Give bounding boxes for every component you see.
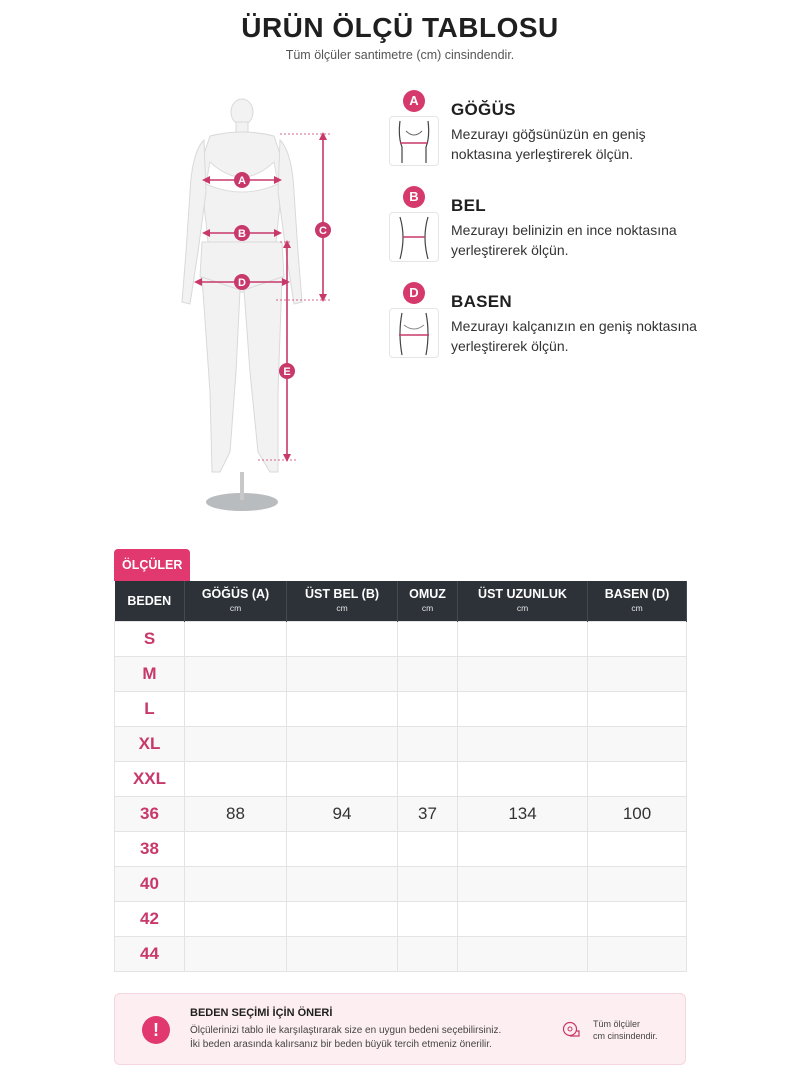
- table-cell: [398, 761, 458, 796]
- table-cell: [588, 831, 687, 866]
- guide-title: GÖĞÜS: [451, 100, 516, 119]
- column-header-upper-waist: ÜST BEL (B) cm: [287, 581, 398, 621]
- table-cell: 100: [588, 796, 687, 831]
- table-cell: [458, 901, 588, 936]
- size-cell: 40: [115, 866, 185, 901]
- marker-e: E: [283, 366, 291, 378]
- notice-side-text: Tüm ölçüler cm cinsindendir.: [593, 1019, 658, 1041]
- guide-title: BASEN: [451, 292, 513, 311]
- table-cell: [588, 761, 687, 796]
- table-cell: [398, 831, 458, 866]
- table-row: [115, 796, 687, 831]
- table-row: [115, 831, 687, 866]
- table-cell: [287, 726, 398, 761]
- size-cell: 42: [115, 901, 185, 936]
- guide-chest: [388, 90, 708, 180]
- table-cell: [287, 936, 398, 971]
- table-cell: 134: [458, 796, 588, 831]
- table-cell: [287, 761, 398, 796]
- table-cell: [588, 656, 687, 691]
- table-cell: [398, 621, 458, 656]
- column-header-hip: BASEN (D) cm: [588, 581, 687, 621]
- guide-text: Mezurayı kalçanızın en geniş noktasına yerleştirerek ölçün.: [451, 318, 697, 354]
- table-cell: [185, 726, 287, 761]
- marker-b: B: [238, 228, 246, 240]
- table-row: [115, 761, 687, 796]
- table-cell: [287, 621, 398, 656]
- marker-a: A: [238, 175, 246, 187]
- marker-d: D: [238, 277, 246, 289]
- table-row: [115, 866, 687, 901]
- table-cell: [287, 901, 398, 936]
- table-row: [115, 726, 687, 761]
- table-row: [115, 656, 687, 691]
- table-cell: [398, 726, 458, 761]
- table-cell: [185, 621, 287, 656]
- table-cell: 88: [185, 796, 287, 831]
- table-cell: [185, 691, 287, 726]
- page-subtitle: Tüm ölçüler santimetre (cm) cinsindendir.: [285, 48, 515, 62]
- guide-badge: D: [403, 282, 425, 304]
- table-cell: [185, 901, 287, 936]
- table-cell: [458, 936, 588, 971]
- table-cell: [287, 831, 398, 866]
- table-cell: [458, 621, 588, 656]
- table-cell: [185, 656, 287, 691]
- size-cell: 44: [115, 936, 185, 971]
- exclamation-icon: !: [142, 1016, 170, 1044]
- column-header-shoulder: OMUZ cm: [398, 581, 458, 621]
- size-cell: 38: [115, 831, 185, 866]
- table-cell: [458, 866, 588, 901]
- mannequin-illustration: [140, 92, 350, 522]
- table-cell: [458, 656, 588, 691]
- table-header-row: [115, 581, 687, 621]
- table-cell: [588, 621, 687, 656]
- guide-title: BEL: [451, 196, 486, 215]
- chest-thumbnail-icon: [389, 116, 439, 166]
- table-cell: [588, 936, 687, 971]
- table-row: [115, 901, 687, 936]
- marker-c: C: [319, 225, 327, 237]
- mannequin-figure: [140, 92, 350, 522]
- table-cell: [458, 691, 588, 726]
- table-cell: [588, 901, 687, 936]
- notice-text-line: İki beden arasında kalırsanız bir beden büyük tercih etmeniz önerilir.: [190, 1039, 492, 1050]
- table-cell: [458, 761, 588, 796]
- table-cell: [185, 936, 287, 971]
- column-header-size: BEDEN: [115, 581, 185, 621]
- size-cell: 36: [115, 796, 185, 831]
- guide-text: Mezurayı belinizin en ince noktasına yerleştirerek ölçün.: [451, 222, 677, 258]
- table-cell: [287, 866, 398, 901]
- table-cell: [398, 901, 458, 936]
- table-cell: 94: [287, 796, 398, 831]
- table-cell: [458, 726, 588, 761]
- page-title: ÜRÜN ÖLÇÜ TABLOSU: [241, 12, 559, 43]
- guide-hip: [388, 282, 708, 372]
- table-row: [115, 936, 687, 971]
- table-cell: [185, 831, 287, 866]
- hip-thumbnail-icon: [389, 308, 439, 358]
- table-cell: [588, 866, 687, 901]
- measuring-tape-icon: [562, 1020, 580, 1038]
- column-header-upper-length: ÜST UZUNLUK cm: [458, 581, 588, 621]
- table-cell: [398, 866, 458, 901]
- notice-text-line: Ölçülerinizi tablo ile karşılaştırarak size en uygun bedeni seçebilirsiniz.: [190, 1025, 502, 1036]
- table-cell: [588, 726, 687, 761]
- table-row: [115, 621, 687, 656]
- column-header-chest: GÖĞÜS (A) cm: [185, 581, 287, 621]
- waist-thumbnail-icon: [389, 212, 439, 262]
- size-cell: XXL: [115, 761, 185, 796]
- table-row: [115, 691, 687, 726]
- table-cell: [185, 866, 287, 901]
- table-cell: [287, 691, 398, 726]
- size-cell: M: [115, 656, 185, 691]
- guide-waist: [388, 186, 708, 276]
- guide-text: Mezurayı göğsünüzün en geniş noktasına yerleştirerek ölçün.: [451, 126, 646, 162]
- table-cell: [287, 656, 398, 691]
- guide-badge: B: [403, 186, 425, 208]
- size-cell: XL: [115, 726, 185, 761]
- table-cell: [398, 656, 458, 691]
- measurements-tab[interactable]: ÖLÇÜLER: [114, 549, 190, 581]
- table-cell: [588, 691, 687, 726]
- table-cell: [458, 831, 588, 866]
- table-cell: 37: [398, 796, 458, 831]
- table-cell: [185, 761, 287, 796]
- size-cell: S: [115, 621, 185, 656]
- guide-badge: A: [403, 90, 425, 112]
- size-cell: L: [115, 691, 185, 726]
- table-cell: [398, 691, 458, 726]
- size-recommendation-notice: [114, 993, 686, 1065]
- notice-title: BEDEN SEÇİMİ İÇİN ÖNERİ: [190, 1007, 333, 1019]
- table-cell: [398, 936, 458, 971]
- size-table: [114, 581, 687, 972]
